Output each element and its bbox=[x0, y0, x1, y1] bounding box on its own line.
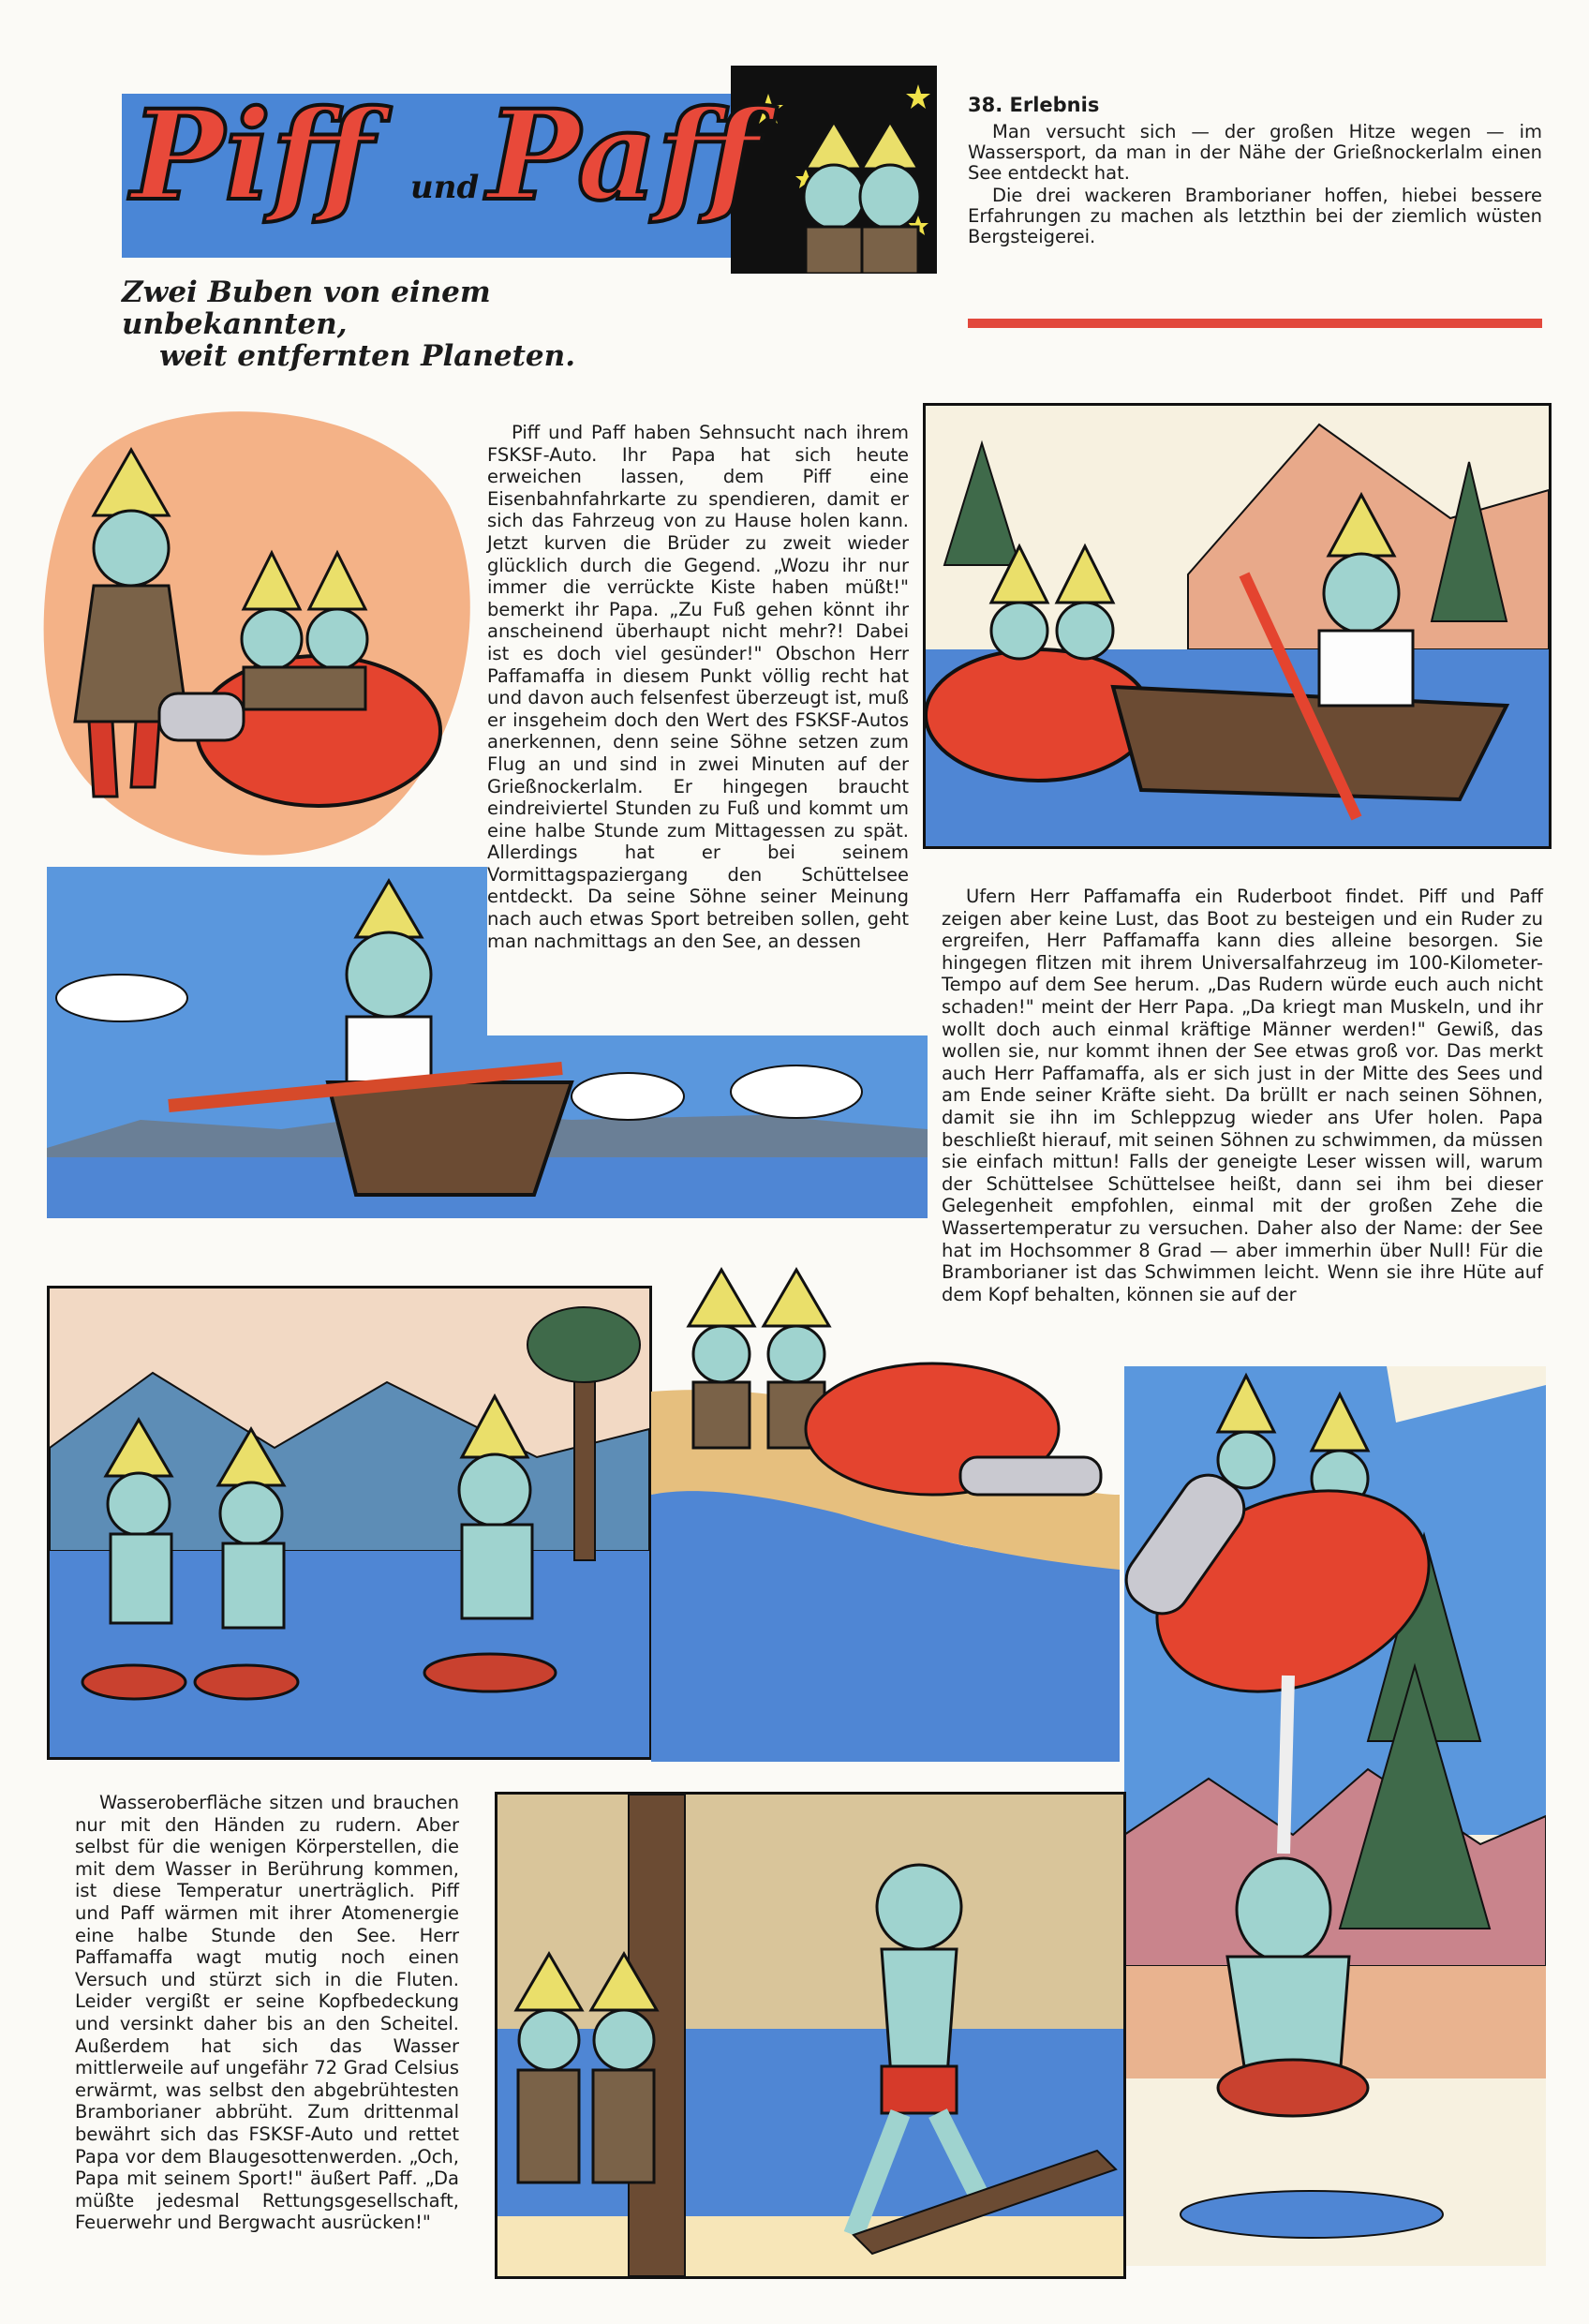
panel-1-papa-and-car bbox=[37, 394, 478, 862]
panel-3-papa-in-boat bbox=[47, 867, 928, 1218]
panel-7-papa-walking-out bbox=[495, 1792, 1126, 2279]
title-word-piff: Piff bbox=[131, 83, 374, 229]
intro-block bbox=[968, 94, 1542, 247]
title-word-und: und bbox=[410, 169, 480, 206]
subtitle-line-1: Zwei Buben von einem unbekannten, bbox=[122, 276, 491, 341]
story-text-part-1: Piff und Paff haben Sehnsucht nach ihrem FSKSF-Auto. Ihr Papa hat sich heute erweichen lassen, dem Piff eine Eisenbahnfahrkarte zu spendieren, damit er sich das Fahrzeug von zu Hause holen kann. Jetzt kurven die Brüder zu zweit wieder glücklich durch die Gegend. „Wozu ihr nur immer die verrückte Kiste haben müßt!" bemerkt ihr Papa. „Zu Fuß gehen könnt ihr anscheinend überhaupt nicht mehr?! Dabei ist es doch viel gesünder!" Obschon Herr Paffamaffa in diesem Punkt völlig recht hat und davon auch felsenfest überzeugt ist, muß er insgeheim doch den Wert des FSKSF-Autos anerkennen, denn seine Söhne setzen zum Flug an und sind in zwei Minuten auf der Grießnockerlalm. Er hingegen braucht eindreiviertel Stunden zu Fuß und kommt um eine halbe Stunde zum Mittagessen zu spät. Allerdings hat er bei seinem Vormittagspaziergang den Schüttelsee entdeckt. Da seine Söhne seiner Meinung nach auch etwas Sport betreiben sollen, geht man nachmittags an den See, an dessen bbox=[487, 422, 909, 952]
intro-paragraph-1: Man versucht sich — der großen Hitze wegen — im Wassersport, da man in der Nähe der Grießnockerlalm einen See entdeckt hat. bbox=[968, 121, 1542, 184]
intro-paragraph-2: Die drei wackeren Bramborianer hoffen, hiebei bessere Erfahrungen zu machen als letzthin bei der ziemlich wüsten Bergsteigerei. bbox=[968, 185, 1542, 247]
story-text-part-3: Wasseroberfläche sitzen und brauchen nur mit den Händen zu rudern. Aber selbst für die wenigen Körperstellen, die mit dem Wasser in Berührung kommen, ist diese Temperatur unerträglich. Piff und Paff wärmen mit ihrer Atomenergie eine halbe Stunde den See. Herr Paffamaffa wagt mutig noch einen Versuch und stürzt sich in die Fluten. Leider vergißt er seine Kopfbedeckung und versinkt daher bis an den Scheitel. Außerdem hat sich das Wasser mittlerweile auf ungefähr 72 Grad Celsius erwärmt, was selbst den abgebrühtesten Bramborianer abbrüht. Zum drittenmal bewährt sich das FSKSF-Auto und rettet Papa vor dem Blaugesottenwerden. „Och, Papa mit seinem Sport!" äußert Paff. „Da müßte jedesmal Rettungsgesellschaft, Feuerwehr und Bergwacht ausrücken!" bbox=[75, 1792, 459, 2234]
subtitle bbox=[122, 276, 721, 372]
panel-4-swimming-in-lake bbox=[47, 1286, 652, 1760]
episode-heading: 38. Erlebnis bbox=[968, 94, 1100, 116]
subtitle-line-2: weit entfernten Planeten. bbox=[159, 339, 575, 373]
story-text-part-2: Ufern Herr Paffamaffa ein Ruderboot findet. Piff und Paff zeigen aber keine Lust, das Boot zu besteigen und ein Ruder zu ergreifen, Herr Paffamaffa kann dies alleine besorgen. Sie hingegen flitzen mit ihrem Universalfahrzeug im 100-Kilometer-Tempo auf dem See herum. „Das Rudern würde euch auch nicht schaden!" meint der Herr Papa. „Da kriegt man Muskeln, und ihr wollt doch auch einmal kräftige Männer werden!" Gewiß, das wollen sie, nur kommt ihnen der See etwas groß vor. Das merkt auch Herr Paffamaffa, als er sich just in der Mitte des Sees und am Ende seiner Kräfte sieht. Da brüllt er nach seinen Söhnen, damit sie ihn im Schleppzug wieder ans Ufer holen. Papa beschließt hierauf, mit seinen Söhnen zu schwimmen, da müssen sie einfach mittun! Falls der geneigte Leser wissen will, warum der Schüttelsee Schüttelsee heißt, dann sei ihm bei dieser Gelegenheit empfohlen, einmal mit der großen Zehe die Wassertemperatur zu versuchen. Daher also der Name: der See hat im Hochsommer 8 Grad — aber immerhin über Null! Für die Bramborianer ist das Schwimmen leicht. Wenn sie ihre Hüte auf dem Kopf behalten, können sie auf der bbox=[942, 886, 1543, 1305]
title-banner bbox=[112, 66, 937, 274]
panel-5-car-on-shore bbox=[651, 1251, 1120, 1762]
panel-2-rowing-boat bbox=[923, 403, 1552, 849]
red-divider bbox=[968, 319, 1542, 328]
panel-6-rescue-pulling-papa bbox=[1124, 1366, 1546, 2266]
title-word-paff: Paff bbox=[487, 83, 760, 229]
